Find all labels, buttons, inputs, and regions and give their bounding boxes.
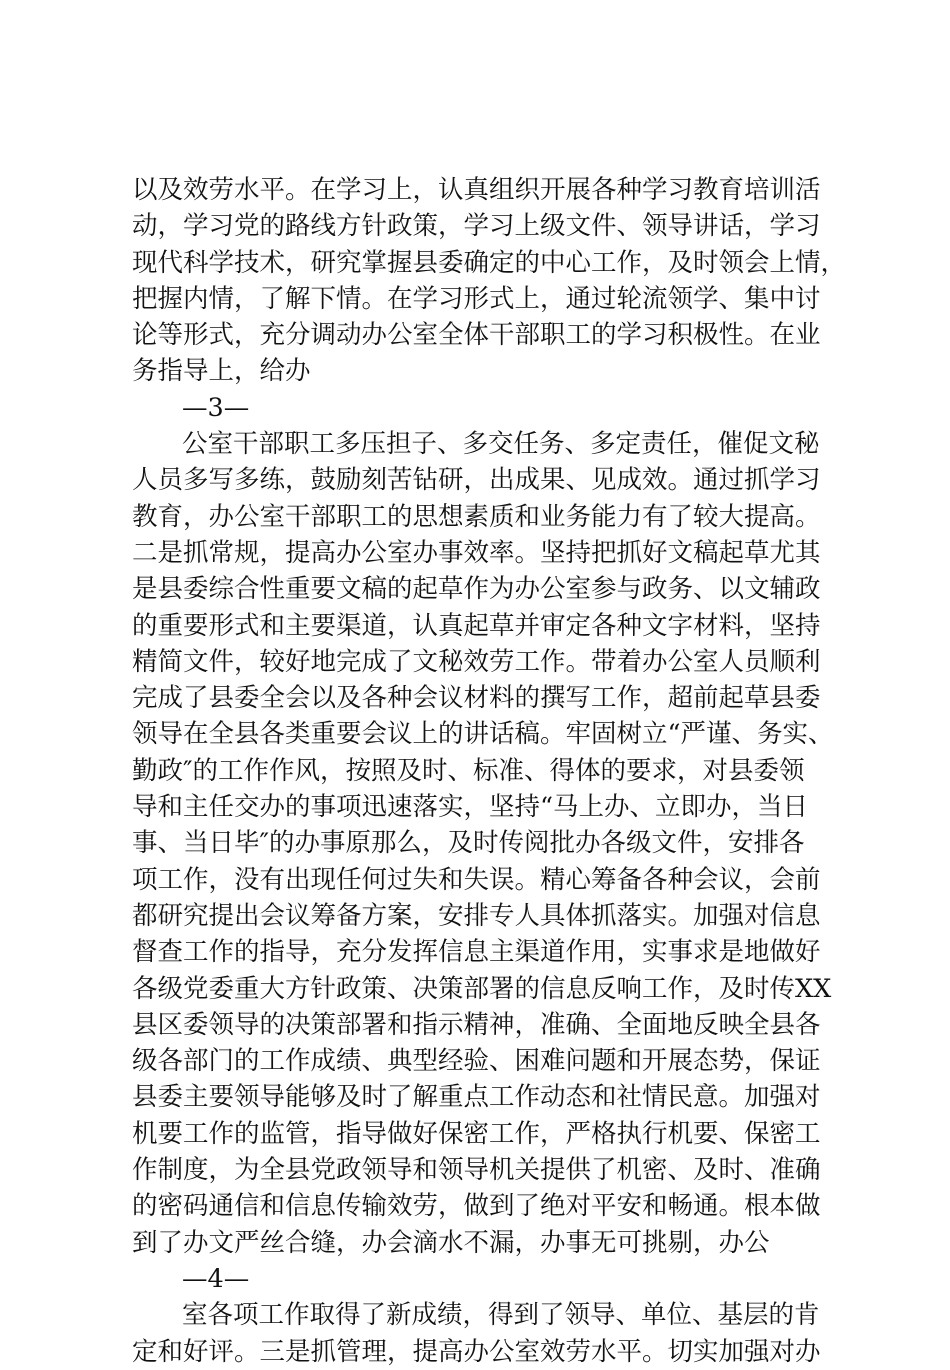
page-number-4: —4— [182, 1263, 250, 1294]
text-line: 的密码通信和信息传输效劳，做到了绝对平安和畅通。根本做 [132, 1191, 821, 1222]
text-line: 把握内情，了解下情。在学习形式上，通过轮流领学、集中讨 [132, 283, 821, 314]
text-line: 都研究提出会议筹备方案，安排专人具体抓落实。加强对信息 [132, 900, 821, 931]
text-line: 完成了县委全会以及各种会议材料的撰写工作，超前起草县委 [132, 683, 821, 714]
text-line: 以及效劳水平。在学习上，认真组织开展各种学习教育培训活 [132, 175, 821, 205]
text-line: 定和好评。三是抓管理，提高办公室效劳水平。切实加强对办 [132, 1336, 821, 1367]
text-line: 二是抓常规，提高办公室办事效率。坚持把抓好文稿起草尤其 [132, 537, 821, 568]
text-line: 公室干部职工多压担子、多交任务、多定责任，催促文秘 [182, 429, 820, 460]
text-line: 领导在全县各类重要会议上的讲话稿。牢固树立“严谨、务实、 [132, 719, 834, 750]
text-line: 作制度，为全县党政领导和领导机关提供了机密、及时、准确 [132, 1155, 821, 1186]
text-line: 各级党委重大方针政策、决策部署的信息反响工作，及时传XX [132, 973, 832, 1004]
text-line: 现代科学技术，研究掌握县委确定的中心工作，及时领会上情， [132, 247, 847, 278]
paragraph-block-1 [132, 172, 847, 1370]
text-line: 机要工作的监管，指导做好保密工作，严格执行机要、保密工 [132, 1118, 821, 1149]
text-line: 级各部门的工作成绩、典型经验、困难问题和开展态势，保证 [132, 1046, 821, 1077]
text-line: 督查工作的指导，充分发挥信息主渠道作用，实事求是地做好 [132, 937, 821, 968]
text-line: 论等形式，充分调动办公室全体干部职工的学习积极性。在业 [132, 320, 821, 351]
page-number-3: —3— [182, 392, 250, 423]
text-line: 县区委领导的决策部署和指示精神，准确、全面地反映全县各 [132, 1009, 821, 1040]
text-line: 项工作，没有出现任何过失和失误。精心筹备各种会议，会前 [132, 864, 821, 895]
text-line: 事、当日毕″的办事原那么，及时传阅批办各级文件，安排各 [132, 828, 805, 859]
text-line: 的重要形式和主要渠道，认真起草并审定各种文字材料，坚持 [132, 610, 821, 641]
text-line: 务指导上，给办 [132, 356, 311, 387]
text-line: 到了办文严丝合缝，办会滴水不漏，办事无可挑剔，办公 [132, 1227, 770, 1258]
text-line: 动，学习党的路线方针政策，学习上级文件、领导讲话，学习 [132, 211, 821, 242]
text-line: 县委主要领导能够及时了解重点工作动态和社情民意。加强对 [132, 1082, 821, 1113]
text-line: 是县委综合性重要文稿的起草作为办公室参与政务、以文辅政 [132, 574, 821, 605]
text-line: 室各项工作取得了新成绩，得到了领导、单位、基层的肯 [182, 1300, 820, 1331]
text-line: 勤政″的工作作风，按照及时、标准、得体的要求，对县委领 [132, 755, 805, 786]
text-line: 精简文件，较好地完成了文秘效劳工作。带着办公室人员顺利 [132, 646, 821, 677]
text-line: 教育，办公室干部职工的思想素质和业务能力有了较大提高。 [132, 501, 821, 532]
text-line: 人员多写多练，鼓励刻苦钻研，出成果、见成效。通过抓学习 [132, 465, 821, 496]
text-line: 导和主任交办的事项迅速落实，坚持“马上办、立即办，当日 [132, 792, 809, 823]
